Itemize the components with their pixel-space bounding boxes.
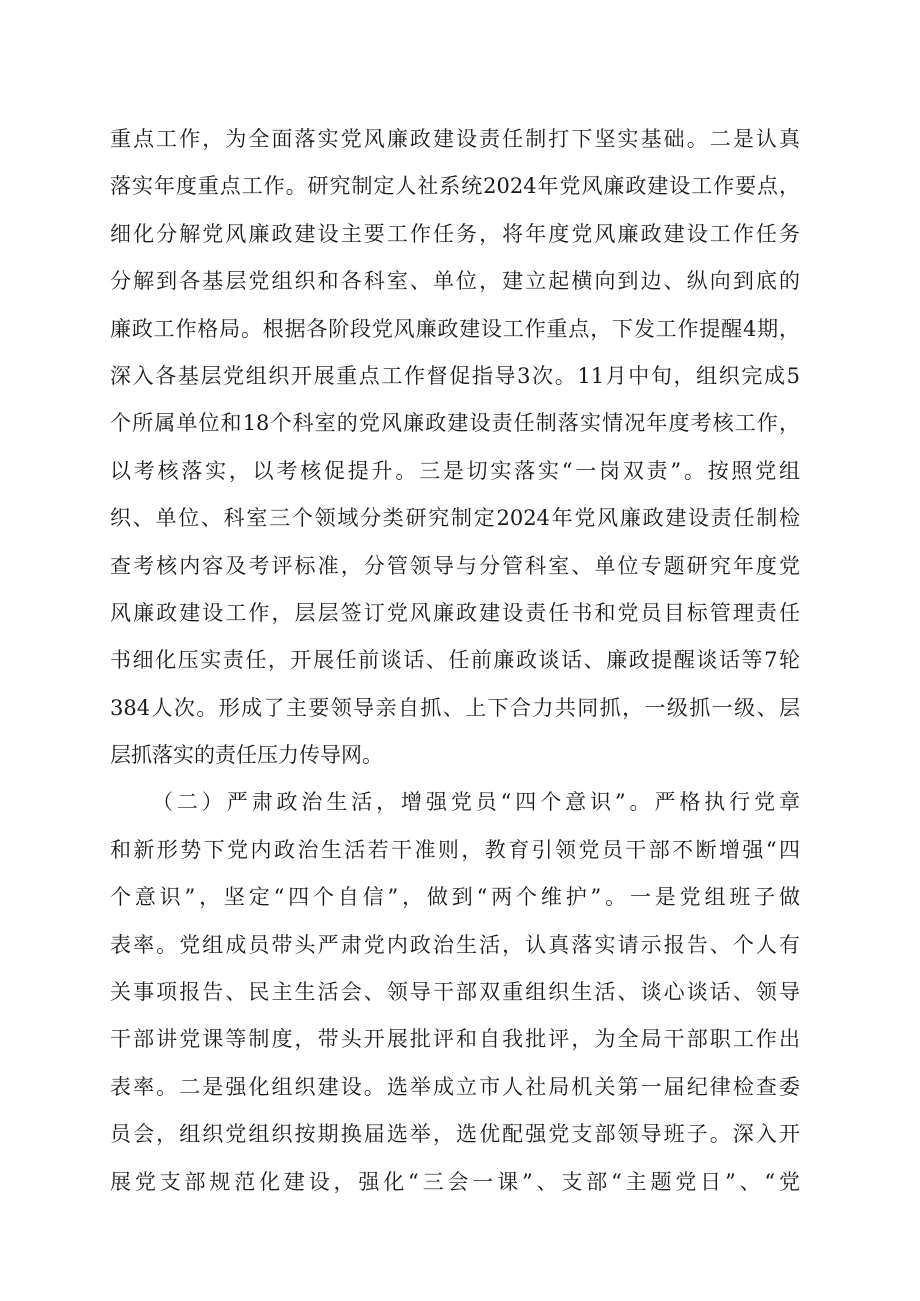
- paragraph-1: [110, 116, 800, 779]
- text-line: 风廉政建设工作，层层签订党风廉政建设责任书和党员目标管理责任: [110, 600, 800, 625]
- text-line: 个所属单位和18个科室的党风廉政建设责任制落实情况年度考核工作，: [110, 411, 800, 436]
- text-line: 384人次。形成了主要领导亲自抓、上下合力共同抓，一级抓一级、层: [110, 695, 800, 720]
- text-line: 书细化压实责任，开展任前谈话、任前廉政谈话、廉政提醒谈话等7轮: [110, 648, 800, 673]
- text-line: 以考核落实，以考核促提升。三是切实落实“一岗双责”。按照党组: [110, 458, 800, 483]
- paragraph-2: [110, 779, 800, 1206]
- text-line: 层抓落实的责任压力传导网。: [110, 743, 383, 768]
- text-line: 表率。二是强化组织建设。选举成立市人社局机关第一届纪律检查委: [110, 1074, 800, 1099]
- document-body: [110, 116, 800, 1206]
- text-line: 重点工作，为全面落实党风廉政建设责任制打下坚实基础。二是认真: [110, 127, 800, 151]
- text-line: 干部讲党课等制度，带头开展批评和自我批评，为全局干部职工作出: [110, 1027, 800, 1052]
- text-line: 深入各基层党组织开展重点工作督促指导3次。11月中旬，组织完成5: [110, 363, 800, 388]
- text-line: 个意识”，坚定“四个自信”，做到“两个维护”。一是党组班子做: [110, 885, 800, 910]
- text-line: 落实年度重点工作。研究制定人社系统2024年党风廉政建设工作要点，: [110, 174, 800, 199]
- text-line: 廉政工作格局。根据各阶段党风廉政建设工作重点，下发工作提醒4期，: [110, 316, 800, 341]
- text-line: （二）严肃政治生活，增强党员“四个意识”。严格执行党章: [152, 790, 800, 815]
- text-line: 细化分解党风廉政建设主要工作任务，将年度党风廉政建设工作任务: [110, 221, 800, 246]
- text-line: 员会，组织党组织按期换届选举，选优配强党支部领导班子。深入开: [110, 1122, 800, 1147]
- text-line: 和新形势下党内政治生活若干准则，教育引领党员干部不断增强“四: [110, 837, 800, 862]
- text-line: 展党支部规范化建设，强化“三会一课”、支部“主题党日”、“党: [110, 1169, 800, 1194]
- text-line: 表率。党组成员带头严肃党内政治生活，认真落实请示报告、个人有: [110, 932, 800, 957]
- text-line: 关事项报告、民主生活会、领导干部双重组织生活、谈心谈话、领导: [110, 980, 800, 1005]
- text-line: 查考核内容及考评标准，分管领导与分管科室、单位专题研究年度党: [110, 553, 800, 578]
- text-line: 分解到各基层党组织和各科室、单位，建立起横向到边、纵向到底的: [110, 269, 800, 294]
- text-line: 织、单位、科室三个领域分类研究制定2024年党风廉政建设责任制检: [110, 506, 800, 531]
